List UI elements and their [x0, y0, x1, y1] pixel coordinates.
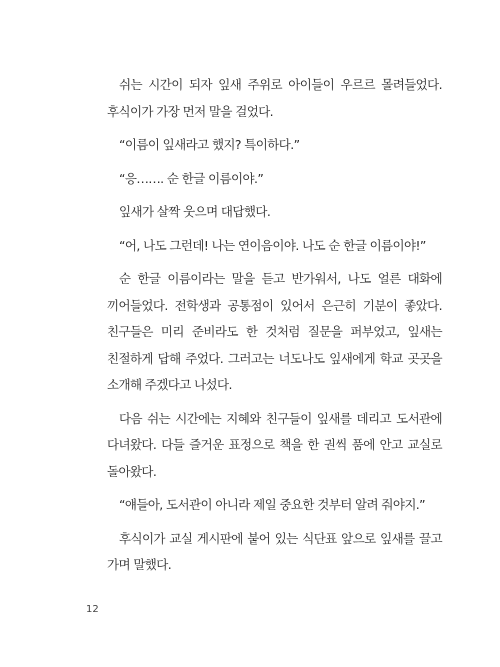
paragraph: “얘들아, 도서관이 아니라 제일 중요한 것부터 알려 줘야지.” [119, 497, 426, 512]
paragraph: “응……. 순 한글 이름이야.” [119, 170, 264, 186]
paragraph: 잎새가 살짝 웃으며 대답했다. [119, 204, 271, 219]
paragraph: 후식이가 교실 게시판에 붙어 있는 식단표 앞으로 잎새를 끌고 가며 말했다. [107, 530, 442, 572]
paragraph: 쉬는 시간이 되자 잎새 주위로 아이들이 우르르 몰려들었다. 후식이가 가장 먼저 말을 걸었다. [107, 77, 442, 119]
body-text [107, 72, 442, 586]
paragraph: 순 한글 이름이라는 말을 듣고 반가워서, 나도 얼른 대화에 끼어들었다. 전학생과 공통점이 있어서 은근히 기분이 좋았다. 친구들은 미리 준비라도 한 것처럼 질문을 퍼부었고, 잎새는 친절하게 답해 주었다. 그러고는 너도나도 잎새에게 학교 곳곳을 소개해 주겠다고 나섰다. [107, 271, 442, 392]
page-number: 12 [86, 604, 99, 615]
paragraph: 다음 쉬는 시간에는 지혜와 친구들이 잎새를 데리고 도서관에 다녀왔다. 다들 즐거운 표정으로 책을 한 권씩 품에 안고 교실로 돌아왔다. [107, 410, 442, 479]
paragraph: “어, 나도 그런데! 나는 연이음이야. 나도 순 한글 이름이야!” [119, 237, 426, 253]
paragraph: “이름이 잎새라고 했지? 특이하다.” [119, 137, 300, 152]
